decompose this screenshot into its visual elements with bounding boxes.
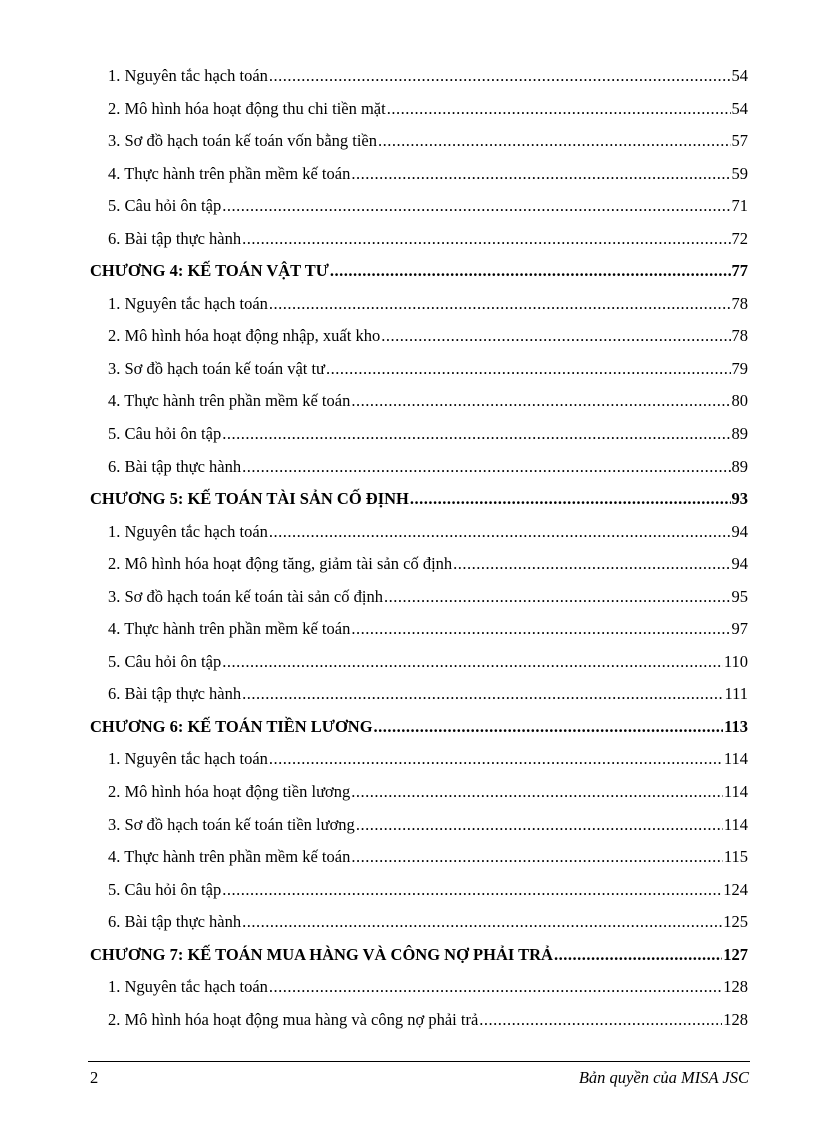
toc-section-entry[interactable] — [0, 359, 816, 392]
toc-entry-label: 6. Bài tập thực hành — [108, 684, 242, 704]
toc-dot-leader — [378, 131, 730, 151]
toc-chapter-entry[interactable] — [0, 489, 816, 522]
toc-section-entry[interactable] — [0, 66, 816, 99]
toc-dot-leader — [326, 359, 731, 379]
toc-entry-label: 5. Câu hỏi ôn tập — [108, 196, 222, 216]
toc-entry-label: 6. Bài tập thực hành — [108, 456, 242, 476]
toc-dot-leader — [453, 554, 730, 574]
toc-entry-label: CHƯƠNG 5: KẾ TOÁN TÀI SẢN CỐ ĐỊNH — [90, 489, 409, 509]
toc-section-entry[interactable] — [0, 782, 816, 815]
toc-dot-leader — [351, 391, 730, 411]
toc-entry-label: 4. Thực hành trên phần mềm kế toán — [108, 391, 351, 411]
toc-entry-label: 5. Câu hỏi ôn tập — [108, 879, 222, 899]
toc-entry-label: 1. Nguyên tắc hạch toán — [108, 749, 268, 769]
toc-entry-page: 97 — [731, 619, 748, 639]
toc-section-entry[interactable] — [0, 554, 816, 587]
toc-section-entry[interactable] — [0, 229, 816, 262]
toc-entry-page: 114 — [723, 782, 748, 802]
toc-dot-leader — [374, 717, 724, 737]
toc-chapter-entry[interactable] — [0, 717, 816, 750]
toc-entry-page: 128 — [723, 977, 748, 997]
toc-dot-leader — [242, 912, 722, 932]
toc-section-entry[interactable] — [0, 912, 816, 945]
toc-section-entry[interactable] — [0, 457, 816, 490]
toc-dot-leader — [381, 326, 730, 346]
toc-section-entry[interactable] — [0, 424, 816, 457]
footer-page-number: 2 — [90, 1068, 99, 1087]
toc-dot-leader — [387, 99, 731, 119]
toc-entry-page: 125 — [723, 912, 748, 932]
toc-section-entry[interactable] — [0, 977, 816, 1010]
toc-section-entry[interactable] — [0, 587, 816, 620]
toc-section-entry[interactable] — [0, 684, 816, 717]
toc-entry-label: 1. Nguyên tắc hạch toán — [108, 977, 268, 997]
toc-entry-page: 114 — [723, 749, 748, 769]
toc-entry-label: 1. Nguyên tắc hạch toán — [108, 521, 268, 541]
toc-dot-leader — [269, 749, 723, 769]
toc-entry-page: 78 — [731, 293, 748, 313]
toc-chapter-entry[interactable] — [0, 945, 816, 978]
toc-dot-leader — [351, 847, 723, 867]
toc-dot-leader — [269, 66, 731, 86]
toc-entry-page: 59 — [731, 163, 748, 183]
toc-section-entry[interactable] — [0, 131, 816, 164]
footer-divider — [88, 1061, 750, 1062]
toc-section-entry[interactable] — [0, 847, 816, 880]
toc-section-entry[interactable] — [0, 522, 816, 555]
toc-entry-label: 4. Thực hành trên phần mềm kế toán — [108, 619, 351, 639]
toc-entry-page: 110 — [723, 651, 748, 671]
toc-section-entry[interactable] — [0, 99, 816, 132]
toc-entry-page: 57 — [731, 131, 748, 151]
toc-section-entry[interactable] — [0, 652, 816, 685]
toc-dot-leader — [269, 294, 731, 314]
toc-entry-label: 3. Sơ đồ hạch toán kế toán tài sản cố định — [108, 586, 383, 606]
toc-section-entry[interactable] — [0, 749, 816, 782]
toc-entry-page: 93 — [731, 489, 748, 509]
toc-entry-page: 79 — [731, 358, 748, 378]
toc-chapter-entry[interactable] — [0, 261, 816, 294]
toc-dot-leader — [222, 652, 723, 672]
toc-dot-leader — [242, 229, 730, 249]
toc-dot-leader — [479, 1010, 722, 1030]
toc-entry-label: 4. Thực hành trên phần mềm kế toán — [108, 847, 351, 867]
toc-entry-page: 94 — [731, 554, 748, 574]
toc-dot-leader — [356, 815, 723, 835]
toc-section-entry[interactable] — [0, 164, 816, 197]
toc-entry-page: 78 — [731, 326, 748, 346]
toc-entry-label: 2. Mô hình hóa hoạt động tiền lương — [108, 782, 351, 802]
toc-entry-page: 77 — [731, 261, 748, 281]
table-of-contents — [0, 66, 816, 1042]
toc-dot-leader — [330, 261, 731, 281]
toc-entry-page: 89 — [731, 424, 748, 444]
toc-entry-label: 3. Sơ đồ hạch toán kế toán vật tư — [108, 358, 325, 378]
toc-dot-leader — [410, 489, 731, 509]
toc-entry-label: 6. Bài tập thực hành — [108, 912, 242, 932]
toc-entry-label: CHƯƠNG 4: KẾ TOÁN VẬT TƯ — [90, 261, 329, 281]
toc-section-entry[interactable] — [0, 1010, 816, 1043]
toc-dot-leader — [269, 522, 731, 542]
toc-entry-page: 71 — [731, 196, 748, 216]
toc-section-entry[interactable] — [0, 196, 816, 229]
toc-entry-label: 2. Mô hình hóa hoạt động tăng, giảm tài sản cố định — [108, 554, 453, 574]
toc-dot-leader — [554, 945, 722, 965]
toc-dot-leader — [269, 977, 722, 997]
toc-entry-label: CHƯƠNG 7: KẾ TOÁN MUA HÀNG VÀ CÔNG NỢ PHẢI TRẢ — [90, 944, 553, 964]
toc-dot-leader — [222, 196, 730, 216]
toc-section-entry[interactable] — [0, 326, 816, 359]
toc-entry-page: 95 — [731, 586, 748, 606]
toc-entry-page: 54 — [731, 66, 748, 85]
toc-entry-page: 72 — [731, 228, 748, 248]
toc-dot-leader — [222, 424, 730, 444]
toc-entry-page: 80 — [731, 391, 748, 411]
toc-entry-page: 94 — [731, 521, 748, 541]
toc-entry-label: 1. Nguyên tắc hạch toán — [108, 66, 268, 85]
toc-section-entry[interactable] — [0, 294, 816, 327]
toc-entry-page: 54 — [731, 98, 748, 118]
toc-section-entry[interactable] — [0, 391, 816, 424]
toc-entry-page: 89 — [731, 456, 748, 476]
toc-entry-label: 3. Sơ đồ hạch toán kế toán tiền lương — [108, 814, 355, 834]
toc-entry-label: 2. Mô hình hóa hoạt động nhập, xuất kho — [108, 326, 381, 346]
toc-entry-page: 115 — [723, 847, 748, 867]
footer-copyright: Bản quyền của MISA JSC — [578, 1068, 749, 1087]
toc-entry-page: 127 — [723, 944, 748, 964]
toc-section-entry[interactable] — [0, 880, 816, 913]
toc-dot-leader — [351, 782, 723, 802]
toc-entry-label: 6. Bài tập thực hành — [108, 228, 242, 248]
toc-entry-page: 124 — [723, 879, 748, 899]
toc-dot-leader — [242, 457, 730, 477]
toc-entry-label: 2. Mô hình hóa hoạt động mua hàng và công nợ phải trả — [108, 1009, 479, 1029]
toc-dot-leader — [384, 587, 731, 607]
toc-section-entry[interactable] — [0, 815, 816, 848]
toc-entry-label: 4. Thực hành trên phần mềm kế toán — [108, 163, 351, 183]
toc-entry-label: CHƯƠNG 6: KẾ TOÁN TIỀN LƯƠNG — [90, 716, 373, 736]
toc-entry-label: 3. Sơ đồ hạch toán kế toán vốn bằng tiền — [108, 131, 378, 151]
toc-entry-page: 128 — [723, 1009, 748, 1029]
toc-entry-page: 111 — [724, 684, 748, 704]
toc-entry-label: 2. Mô hình hóa hoạt động thu chi tiền mặt — [108, 98, 386, 118]
toc-entry-label: 1. Nguyên tắc hạch toán — [108, 293, 268, 313]
toc-entry-label: 5. Câu hỏi ôn tập — [108, 424, 222, 444]
toc-dot-leader — [351, 619, 730, 639]
toc-dot-leader — [351, 164, 730, 184]
toc-section-entry[interactable] — [0, 619, 816, 652]
toc-dot-leader — [222, 880, 722, 900]
toc-entry-label: 5. Câu hỏi ôn tập — [108, 651, 222, 671]
toc-entry-page: 114 — [723, 814, 748, 834]
toc-entry-page: 113 — [724, 716, 748, 736]
toc-dot-leader — [242, 684, 723, 704]
